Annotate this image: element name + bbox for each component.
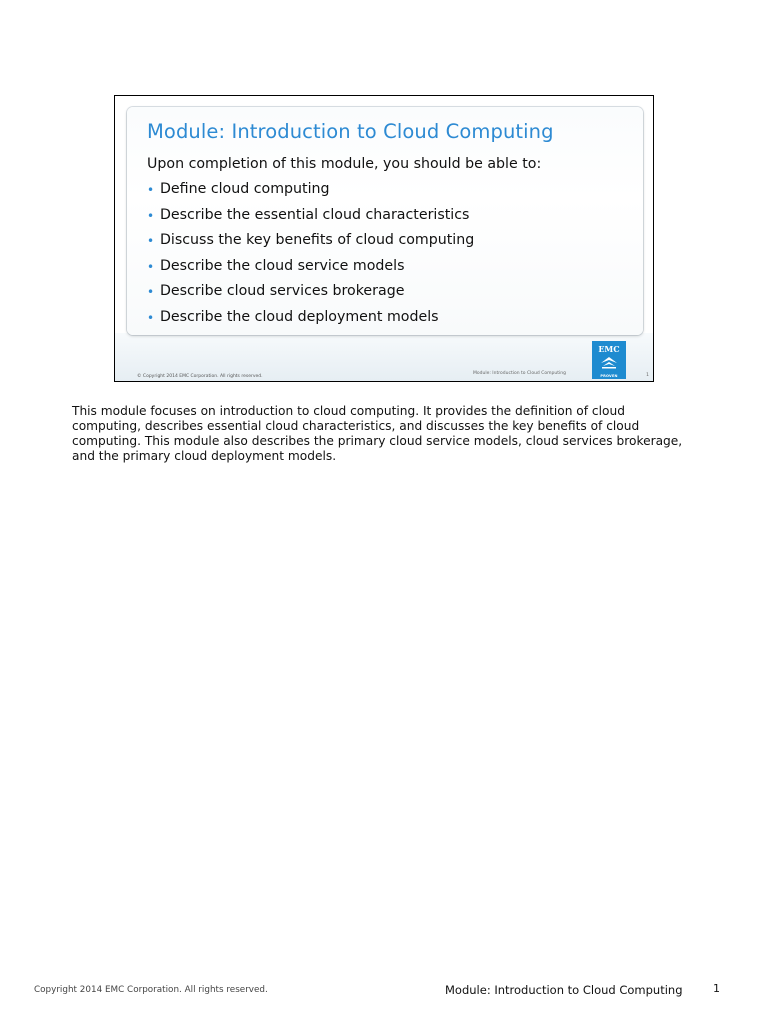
logo-mark-icon: [599, 355, 619, 369]
logo-subtext: PROVEN: [600, 374, 618, 378]
slide-copyright: © Copyright 2014 EMC Corporation. All rights reserved.: [137, 374, 263, 379]
page-footer-module: Module: Introduction to Cloud Computing: [445, 983, 683, 997]
page-copyright: Copyright 2014 EMC Corporation. All rights reserved.: [34, 985, 268, 995]
slide-title: Module: Introduction to Cloud Computing: [147, 120, 554, 143]
list-item: [147, 232, 474, 258]
slide-footer-module: Module: Introduction to Cloud Computing: [473, 371, 566, 376]
list-item: [147, 207, 474, 233]
list-item: [147, 258, 474, 284]
list-item: [147, 181, 474, 207]
bullet-text: Discuss the key benefits of cloud computing: [160, 232, 475, 248]
slide-thumbnail: [114, 95, 654, 382]
page-number: 1: [713, 982, 720, 995]
speaker-notes: This module focuses on introduction to cloud computing. It provides the definition of cloud computing, describes essential cloud characteristics, and discusses the key benefits of cloud computing. This module also describes the primary cloud service models, cloud services brokerage, and the primary cloud deployment models.: [72, 404, 683, 463]
bullet-text: Describe the cloud service models: [160, 257, 405, 274]
bullet-icon: •: [147, 183, 155, 197]
logo-text: EMC: [598, 344, 620, 354]
bullet-text: Describe the cloud deployment models: [160, 308, 439, 325]
bullet-icon: •: [147, 259, 155, 274]
bullet-icon: •: [147, 234, 155, 248]
bullet-text: Describe cloud services brokerage: [160, 283, 405, 299]
bullet-icon: •: [147, 310, 155, 325]
emc-logo-icon: [592, 341, 626, 379]
list-item: [147, 309, 474, 335]
slide-content-card: [127, 107, 643, 335]
slide-intro: Upon completion of this module, you should be able to:: [147, 156, 542, 172]
slide-bullet-list: [147, 181, 474, 334]
list-item: [147, 283, 474, 309]
slide-page-number: 1: [646, 373, 649, 378]
bullet-text: Define cloud computing: [160, 181, 330, 197]
bullet-icon: •: [147, 208, 155, 223]
bullet-text: Describe the essential cloud characteristics: [160, 206, 470, 223]
bullet-icon: •: [147, 285, 155, 299]
